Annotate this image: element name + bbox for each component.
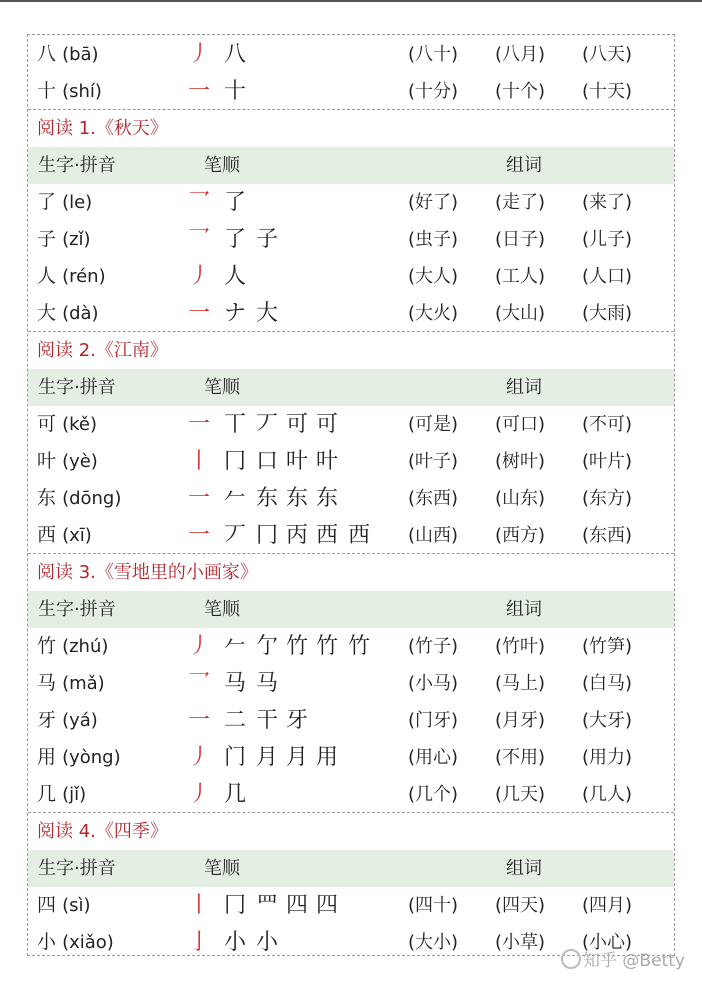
pinyin: (yè) (62, 451, 98, 472)
word-example: (十天) (582, 81, 633, 102)
stroke-step: 竹 (316, 634, 339, 659)
stroke-step: 丆 (256, 412, 279, 437)
header-char-pinyin: 生字·拼音 (38, 599, 116, 620)
char-cell (37, 443, 98, 480)
stroke-step: 四 (316, 893, 339, 918)
char-cell (37, 480, 121, 517)
char-cell (37, 739, 121, 776)
char-row (28, 36, 674, 73)
character: 可 (37, 413, 57, 435)
word-example: (东西) (408, 488, 459, 509)
word-example: (几天) (495, 784, 546, 805)
header-stroke-order: 笔顺 (204, 599, 240, 620)
pinyin: (zǐ) (62, 229, 91, 250)
stroke-step: 东 (256, 486, 279, 511)
word-example: (竹叶) (495, 636, 546, 657)
stroke-step: 马 (256, 671, 279, 696)
header-stroke-order: 笔顺 (204, 155, 240, 176)
stroke-step: 冂 (224, 449, 247, 474)
character: 用 (37, 746, 57, 768)
character: 竹 (37, 635, 57, 657)
word-example: (叶子) (408, 451, 459, 472)
stroke-step: 月 (256, 745, 279, 770)
pinyin: (yá) (62, 710, 98, 731)
header-words: 组词 (506, 599, 542, 620)
word-example: (大牙) (582, 710, 633, 731)
word-example: (大小) (408, 932, 459, 953)
pinyin: (xiǎo) (62, 932, 114, 953)
pinyin: (rén) (62, 266, 106, 287)
pinyin: (xī) (62, 525, 92, 546)
stroke-step: 马 (224, 671, 247, 696)
stroke-step: 八 (224, 42, 247, 67)
char-cell (37, 776, 86, 813)
stroke-step: 东 (316, 486, 339, 511)
stroke-step: 大 (256, 301, 279, 326)
stroke-step: 牙 (286, 708, 309, 733)
word-example: (大山) (495, 303, 546, 324)
word-example: (小心) (582, 932, 633, 953)
stroke-step: 竹 (286, 634, 309, 659)
word-example: (小草) (495, 932, 546, 953)
stroke-step: 小 (224, 930, 247, 955)
table-header (28, 147, 674, 184)
char-row (28, 665, 674, 702)
char-cell (37, 406, 97, 443)
char-cell (37, 924, 114, 961)
stroke-step: 西 (348, 523, 371, 548)
stroke-step: 罒 (256, 893, 279, 918)
stroke-step: 口 (256, 449, 279, 474)
char-row (28, 517, 674, 554)
word-example: (好了) (408, 192, 459, 213)
word-example: (日子) (495, 229, 546, 250)
word-example: (来了) (582, 192, 633, 213)
character: 十 (37, 80, 57, 102)
pinyin: (bā) (62, 44, 99, 65)
character: 小 (37, 931, 57, 953)
character: 子 (37, 228, 57, 250)
char-cell (37, 628, 108, 665)
char-row (28, 295, 674, 332)
character: 人 (37, 265, 57, 287)
stroke-step: 人 (224, 264, 247, 289)
watermark-text: 知乎 @Betty (583, 951, 685, 971)
char-row (28, 184, 674, 221)
stroke-step: 了 (224, 190, 247, 215)
stroke-step: 𠂉 (224, 634, 247, 659)
char-cell (37, 517, 92, 554)
word-example: (工人) (495, 266, 546, 287)
word-example: (山西) (408, 525, 459, 546)
stroke-step: 一 (188, 708, 211, 733)
stroke-step: 子 (256, 227, 279, 252)
stroke-step: 一 (188, 523, 211, 548)
stroke-step: 可 (286, 412, 309, 437)
header-char-pinyin: 生字·拼音 (38, 377, 116, 398)
lesson-title: 阅读 2.《江南》 (37, 340, 168, 361)
header-stroke-order: 笔顺 (204, 858, 240, 879)
stroke-step: 冂 (224, 893, 247, 918)
character: 西 (37, 524, 57, 546)
pinyin: (zhú) (62, 636, 109, 657)
word-example: (马上) (495, 673, 546, 694)
char-cell (37, 665, 105, 702)
word-example: (东西) (582, 525, 633, 546)
char-row (28, 739, 674, 776)
lesson-title: 阅读 1.《秋天》 (37, 118, 168, 139)
table-header (28, 591, 674, 628)
stroke-step: 丿 (188, 745, 211, 770)
word-example: (竹笋) (582, 636, 633, 657)
char-row (28, 258, 674, 295)
stroke-step: 亇 (256, 634, 279, 659)
char-row (28, 887, 674, 924)
character: 八 (37, 43, 57, 65)
character: 马 (37, 672, 57, 694)
word-example: (西方) (495, 525, 546, 546)
pinyin: (sì) (62, 895, 91, 916)
stroke-step: 丨 (188, 893, 211, 918)
word-example: (几人) (582, 784, 633, 805)
stroke-step: 丿 (188, 264, 211, 289)
word-example: (东方) (582, 488, 633, 509)
table-header (28, 369, 674, 406)
stroke-step: 丅 (224, 412, 247, 437)
pinyin: (yòng) (62, 747, 121, 768)
char-row (28, 776, 674, 813)
header-words: 组词 (506, 858, 542, 879)
word-example: (用力) (582, 747, 633, 768)
stroke-step: 门 (224, 745, 247, 770)
word-example: (人口) (582, 266, 633, 287)
stroke-step: 东 (286, 486, 309, 511)
word-example: (可是) (408, 414, 459, 435)
character: 四 (37, 894, 57, 916)
word-example: (不用) (495, 747, 546, 768)
char-cell (37, 887, 91, 924)
word-example: (用心) (408, 747, 459, 768)
zhihu-logo-icon (561, 949, 581, 969)
header-char-pinyin: 生字·拼音 (38, 858, 116, 879)
stroke-step: 叶 (316, 449, 339, 474)
pinyin: (mǎ) (62, 673, 105, 694)
char-cell (37, 702, 98, 739)
header-words: 组词 (506, 377, 542, 398)
table-header (28, 850, 674, 887)
word-example: (十个) (495, 81, 546, 102)
char-row (28, 221, 674, 258)
word-example: (叶片) (582, 451, 633, 472)
pinyin: (jǐ) (62, 784, 87, 805)
char-row (28, 443, 674, 480)
word-example: (四十) (408, 895, 459, 916)
stroke-step: 亅 (188, 930, 211, 955)
stroke-step: 乛 (188, 227, 211, 252)
word-example: (四月) (582, 895, 633, 916)
character: 大 (37, 302, 57, 324)
stroke-step: 丙 (286, 523, 309, 548)
word-example: (大人) (408, 266, 459, 287)
word-example: (八天) (582, 44, 633, 65)
pinyin: (dōng) (62, 488, 122, 509)
word-example: (儿子) (582, 229, 633, 250)
char-row (28, 406, 674, 443)
stroke-step: 丿 (188, 42, 211, 67)
header-char-pinyin: 生字·拼音 (38, 155, 116, 176)
word-example: (小马) (408, 673, 459, 694)
word-example: (不可) (582, 414, 633, 435)
word-example: (可口) (495, 414, 546, 435)
stroke-step: 一 (188, 486, 211, 511)
char-cell (37, 258, 106, 295)
stroke-step: 一 (188, 79, 211, 104)
char-cell (37, 184, 92, 221)
character: 几 (37, 783, 57, 805)
word-example: (山东) (495, 488, 546, 509)
stroke-step: 一 (188, 412, 211, 437)
stroke-step: 几 (224, 782, 247, 807)
character: 了 (37, 191, 57, 213)
stroke-step: 乛 (188, 671, 211, 696)
char-row (28, 628, 674, 665)
char-cell (37, 73, 102, 110)
stroke-step: ナ (224, 301, 247, 326)
char-row (28, 73, 674, 110)
stroke-step: 𠂉 (224, 486, 247, 511)
word-example: (十分) (408, 81, 459, 102)
word-example: (四天) (495, 895, 546, 916)
word-example: (白马) (582, 673, 633, 694)
stroke-step: 用 (316, 745, 339, 770)
stroke-step: 一 (188, 301, 211, 326)
word-example: (树叶) (495, 451, 546, 472)
pinyin: (kě) (62, 414, 97, 435)
watermark (561, 946, 685, 971)
pinyin: (le) (62, 192, 93, 213)
word-example: (门牙) (408, 710, 459, 731)
stroke-step: 丨 (188, 449, 211, 474)
stroke-step: 丆 (224, 523, 247, 548)
stroke-step: 了 (224, 227, 247, 252)
stroke-step: 可 (316, 412, 339, 437)
character: 叶 (37, 450, 57, 472)
char-row (28, 702, 674, 739)
word-example: (大雨) (582, 303, 633, 324)
top-divider-line (0, 0, 702, 2)
pinyin: (dà) (62, 303, 99, 324)
stroke-step: 冂 (256, 523, 279, 548)
header-words: 组词 (506, 155, 542, 176)
char-row (28, 480, 674, 517)
stroke-step: 丿 (188, 782, 211, 807)
stroke-step: 丿 (188, 634, 211, 659)
lesson-title: 阅读 4.《四季》 (37, 821, 168, 842)
word-example: (八十) (408, 44, 459, 65)
stroke-step: 四 (286, 893, 309, 918)
character: 牙 (37, 709, 57, 731)
word-example: (走了) (495, 192, 546, 213)
char-cell (37, 36, 99, 73)
header-stroke-order: 笔顺 (204, 377, 240, 398)
stroke-step: 小 (256, 930, 279, 955)
stroke-step: 乛 (188, 190, 211, 215)
stroke-step: 竹 (348, 634, 371, 659)
word-example: (月牙) (495, 710, 546, 731)
stroke-step: 二 (224, 708, 247, 733)
word-table-sheet (27, 34, 675, 956)
word-example: (竹子) (408, 636, 459, 657)
word-example: (虫子) (408, 229, 459, 250)
character: 东 (37, 487, 57, 509)
word-example: (大火) (408, 303, 459, 324)
char-cell (37, 221, 91, 258)
stroke-step: 干 (256, 708, 279, 733)
pinyin: (shí) (62, 81, 102, 102)
lesson-title: 阅读 3.《雪地里的小画家》 (37, 562, 258, 583)
word-example: (八月) (495, 44, 546, 65)
stroke-step: 叶 (286, 449, 309, 474)
char-cell (37, 295, 99, 332)
stroke-step: 十 (224, 79, 247, 104)
word-example: (几个) (408, 784, 459, 805)
stroke-step: 西 (316, 523, 339, 548)
stroke-step: 月 (286, 745, 309, 770)
